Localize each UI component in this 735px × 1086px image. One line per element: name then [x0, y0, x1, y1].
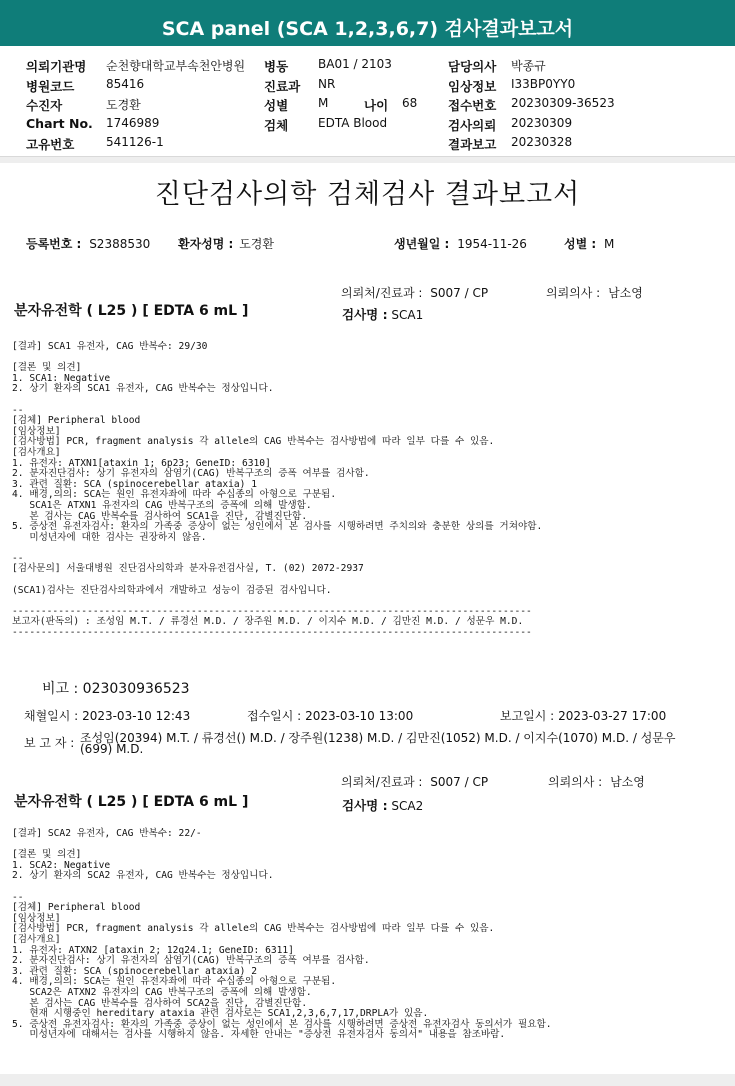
received-datetime: [247, 707, 413, 724]
result-body: [결과] SCA1 유전자, CAG 반복수: 29/30 [결론 및 의견] 1. SCA1: Negative 2. 상기 환자의 SCA1 유전자, CAG 반복수는 정상입니다. -- [검체] Peripheral blood [임상정보] [검사방법] PCR, fragment analysis 각 allele의 CAG 반복수는 검사방법에 따라 일부 다를 수 있음. [검사개요] 1. 유전자: ATXN1[ataxin 1; 6p23; GeneID: 6310] 2. 분자진단검사: 상기 유전자의 삼염기(CAG) 반복구조의 증폭 여부를 검사함. 3. 관련 질환: SCA (spinocerebellar ataxia) 1 4. 배경,의의: SCA는 원인 유전자좌에 따라 수십종의 아형으로 구분됨. SCA1은 ATXN1 유전자의 CAG 반복구조의 증폭에 의해 발생함. 본 검사는 CAG 반복수를 검사하여 SCA1을 진단, 감별진단함. 5. 증상전 유전자검사: 환자의 가족중 증상이 없는 성인에서 본 검사를 시행하려면 주치의와 충분한 상의를 거쳐야함. 미성년자에 대한 검사는 권장하지 않음. -- [검사문의] 서울대병원 진단검사의학과 분자유전검사실, T. (02) 2072-2937 (SCA1)검사는 진단검사의학과에서 개발하고 성능이 검증된 검사입니다. ------------------------------------------------------------------------------------------ 보고자(판독의) : 조성임 M.T. / 류경선 M.D. / 장주원 M.D. / 이지수 M.D. / 김만진 M.D. / 성문우 M.D. ------------------------------------------------------------------------------------------: [12, 341, 543, 639]
note-value: 023030936523: [82, 681, 190, 697]
collected-label: 채혈일시 :: [24, 709, 79, 723]
header-label: 임상정보: [448, 79, 497, 94]
header-value: NR: [318, 77, 336, 91]
header-value: EDTA Blood: [318, 116, 388, 130]
divider-band: [0, 157, 735, 163]
header-value: 541126-1: [106, 135, 164, 149]
header-label: 병원코드: [26, 79, 75, 94]
test-name: [342, 305, 423, 323]
header-value: 박종규: [511, 59, 546, 73]
sex-label: 성별 :: [564, 237, 597, 251]
reg-label: 등록번호 :: [26, 237, 82, 251]
test-value: SCA1: [391, 308, 424, 322]
test-value: SCA2: [391, 799, 424, 813]
date-of-birth: [394, 235, 527, 252]
referral-value: S007 / CP: [430, 286, 489, 300]
header-label: 접수번호: [448, 98, 497, 113]
result-body: [결과] SCA2 유전자, CAG 반복수: 22/- [결론 및 의견] 1. SCA2: Negative 2. 상기 환자의 SCA2 유전자, CAG 반복수는 정상입니다. -- [검체] Peripheral blood [임상정보] [검사방법] PCR, fragment analysis 각 allele의 CAG 반복수는 검사방법에 따라 일부 다를 수 있음. [검사개요] 1. 유전자: ATXN2 [ataxin 2; 12q24.1; GeneID: 6311] 2. 분자진단검사: 상기 유전자의 삼염기(CAG) 반복구조의 증폭 여부를 검사함. 3. 관련 질환: SCA (spinocerebellar ataxia) 2 4. 배경,의의: SCA는 원인 유전자좌에 따라 수십종의 아형으로 구분됨. SCA2은 ATXN2 유전자의 CAG 반복구조의 증폭에 의해 발생함. 본 검사는 CAG 반복수를 검사하여 SCA2을 진단, 감별진단함. 현재 시행중인 hereditary ataxia 관련 검사로는 SCA1,2,3,6,7,17,DRPLA가 있음. 5. 증상전 유전자검사: 환자의 가족중 증상이 없는 성인에서 본 검사를 시행하려면 증상전 유전자검사 동의서가 필요함. 미성년자에 대해서는 검사를 시행하지 않음. 자세한 안내는 "증상전 유전자검사 동의서" 내용을 참조바람.: [12, 828, 552, 1041]
header-label: 결과보고: [448, 137, 497, 152]
header-value: BA01 / 2103: [318, 57, 392, 71]
report-title: 진단검사의학 검체검사 결과보고서: [154, 179, 581, 210]
doctor-value: 남소영: [610, 775, 645, 789]
referral: [341, 284, 488, 301]
remarks-note: [42, 678, 190, 698]
referral: [341, 773, 488, 790]
header-value: 20230309-36523: [511, 96, 615, 110]
header-value: 85416: [106, 77, 145, 91]
referring-doctor: [546, 284, 643, 301]
doctor-label: 의뢰의사 :: [548, 775, 603, 789]
header-label: 의뢰기관명: [26, 59, 87, 74]
header-value: 20230309: [511, 116, 573, 130]
header-label: Chart No.: [26, 116, 93, 131]
header-label: 고유번호: [26, 137, 75, 152]
header-label: 성별: [264, 98, 289, 113]
referral-label: 의뢰처/진료과 :: [341, 775, 423, 789]
patient-name: [178, 235, 274, 252]
name-label: 환자성명 :: [178, 237, 234, 251]
footer-band: [0, 1074, 735, 1086]
header-label: 담당의사: [448, 59, 497, 74]
header-value: 도경환: [106, 98, 141, 112]
reported-label: 보고일시 :: [500, 709, 555, 723]
collected-datetime: [24, 707, 190, 724]
age-value: 68: [402, 96, 418, 110]
doctor-label: 의뢰의사 :: [546, 286, 601, 300]
header-label: 병동: [264, 59, 289, 74]
reporter-line-1: 조성임(20394) M.T. / 류경선() M.D. / 장주원(1238) M.D. / 김만진(1052) M.D. / 이지수(1070) M.D. / 성문우: [80, 731, 676, 745]
header-label: 검체: [264, 118, 289, 133]
reported-datetime: [500, 707, 666, 724]
header-value: M: [318, 96, 329, 110]
header-label: 진료과: [264, 79, 301, 94]
header-value: 순천향대학교부속천안병원: [106, 59, 246, 73]
header-label: 수진자: [26, 98, 63, 113]
note-label: 비고 :: [42, 681, 79, 697]
collected-value: 2023-03-10 12:43: [82, 709, 191, 723]
banner-title: SCA panel (SCA 1,2,3,6,7) 검사결과보고서: [161, 18, 574, 40]
header-value: I33BP0YY0: [511, 77, 576, 91]
patient-sex: [564, 235, 614, 252]
sex-value: M: [604, 237, 615, 251]
referral-value: S007 / CP: [430, 775, 489, 789]
dob-label: 생년월일 :: [394, 237, 450, 251]
registration-number: [26, 235, 150, 252]
test-label: 검사명 :: [342, 307, 388, 322]
received-label: 접수일시 :: [247, 709, 302, 723]
department-title: 분자유전학 ( L25 ) [ EDTA 6 mL ]: [14, 303, 249, 319]
department-title: 분자유전학 ( L25 ) [ EDTA 6 mL ]: [14, 794, 249, 810]
reg-value: S2388530: [89, 237, 151, 251]
reporter-label: 보 고 자 :: [24, 736, 75, 750]
doctor-value: 남소영: [608, 286, 643, 300]
reporter-line-2: (699) M.D.: [80, 742, 144, 756]
test-label: 검사명 :: [342, 798, 388, 813]
header-value: 20230328: [511, 135, 573, 149]
referral-label: 의뢰처/진료과 :: [341, 286, 423, 300]
header-label: 검사의뢰: [448, 118, 497, 133]
dob-value: 1954-11-26: [457, 237, 527, 251]
age-label: 나이: [364, 98, 389, 113]
referring-doctor: [548, 773, 645, 790]
test-name: [342, 796, 423, 814]
name-value: 도경환: [239, 237, 274, 251]
report-banner: [0, 0, 735, 46]
header-value: 1746989: [106, 116, 160, 130]
received-value: 2023-03-10 13:00: [305, 709, 414, 723]
reported-value: 2023-03-27 17:00: [558, 709, 667, 723]
